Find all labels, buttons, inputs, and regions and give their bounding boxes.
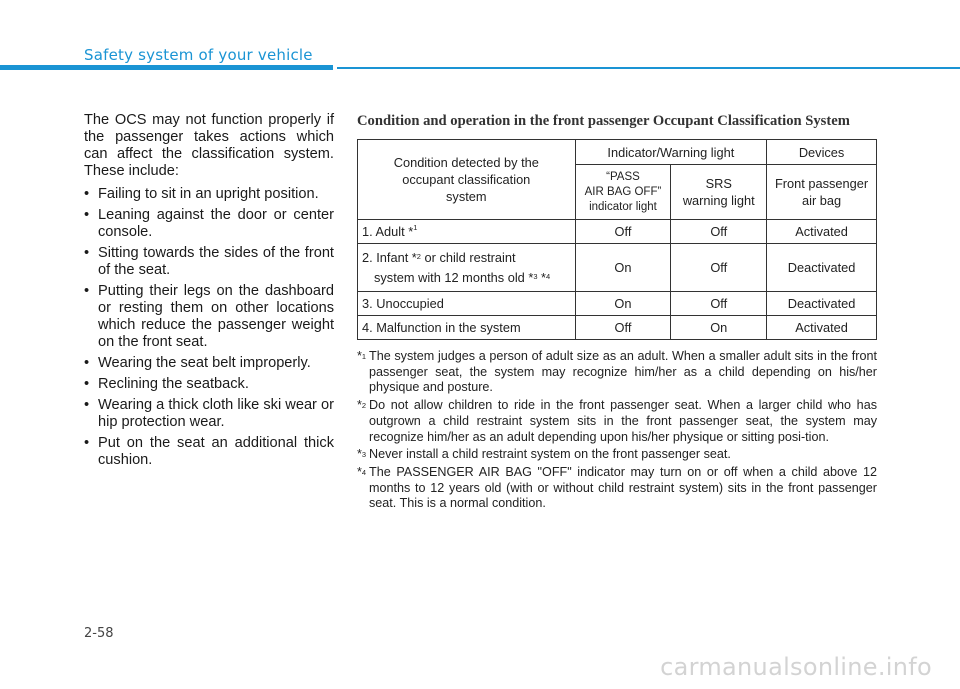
pass-line3: indicator light xyxy=(589,200,657,213)
table-row xyxy=(358,244,877,292)
header-rule-thick xyxy=(0,65,333,70)
front-line2: air bag xyxy=(802,193,842,208)
header-condition: Condition detected by the occupant classification system xyxy=(358,140,576,220)
pass-line2: AIR BAG OFF” xyxy=(584,185,662,198)
row-airbag: Deactivated xyxy=(767,244,877,292)
footnote-mark: *$^2$ xyxy=(357,398,367,413)
list-item: • Putting their legs on the dashboard or resting them on other locations which reduce the passenger weight on the front seat. xyxy=(84,283,334,351)
footnote xyxy=(357,398,877,445)
footnote-mark: *$^4$ xyxy=(357,464,367,479)
header-devices: Devices xyxy=(767,140,877,165)
row-condition: 3. Unoccupied xyxy=(358,292,576,316)
srs-line2: warning light xyxy=(682,193,755,208)
row-airbag: Activated xyxy=(767,220,877,244)
header-srs-light xyxy=(671,165,767,220)
footnote-mark: *$^1$ xyxy=(357,349,367,363)
footnote xyxy=(357,447,877,463)
list-item: • Reclining the seatback. xyxy=(84,376,334,393)
row-pass: On xyxy=(575,244,671,292)
row-srs: Off xyxy=(671,292,767,316)
footnote-text: Never install a child restraint system on the front passenger seat. xyxy=(369,447,731,462)
watermark: carmanualsonline.info xyxy=(660,653,932,681)
footnote xyxy=(357,349,877,396)
intro-paragraph: The OCS may not function properly if the passenger takes actions which can affect the classification system. These include: xyxy=(84,112,334,179)
footnote xyxy=(357,465,877,512)
row-srs: Off xyxy=(671,244,767,292)
front-line1: Front passenger xyxy=(774,176,869,191)
row-pass: Off xyxy=(575,220,671,244)
srs-line1: SRS xyxy=(705,176,732,191)
footnote-text: The PASSENGER AIR BAG "OFF" indicator may turn on or off when a child above 12 months to 12 years old (with or without child restraint system) sits in the front passenger seat. This is a normal condition. xyxy=(369,464,877,511)
table-row xyxy=(358,316,877,340)
table-title: Condition and operation in the front passenger Occupant Classification System xyxy=(357,113,850,129)
footnotes xyxy=(357,349,877,514)
row-srs: Off xyxy=(671,220,767,244)
section-title: Safety system of your vehicle xyxy=(84,46,313,64)
page-number: 2-58 xyxy=(84,626,114,641)
header-front-airbag xyxy=(767,165,877,220)
table-row xyxy=(358,220,877,244)
row-pass: On xyxy=(575,292,671,316)
row-condition: 2. Infant *$^2$ or child restraint system with 12 months old *$^3$ *$^4$ xyxy=(358,244,576,292)
list-item: • Wearing the seat belt improperly. xyxy=(84,355,334,372)
ocs-table xyxy=(357,139,877,340)
list-item: • Wearing a thick cloth like ski wear or hip protection wear. xyxy=(84,397,334,431)
table-header-row xyxy=(358,140,877,165)
row-condition: 1. Adult *$^1$ xyxy=(358,220,576,244)
header-pass-indicator xyxy=(575,165,671,220)
footnote-text: Do not allow children to ride in the front passenger seat. When a larger child who has outgrown a child restraint system sits in the front passenger seat, the system may recognize him/her as an adult depending upon his/her physique or sitting posi-tion. xyxy=(369,398,877,444)
bullet-list xyxy=(84,186,334,469)
row-airbag: Deactivated xyxy=(767,292,877,316)
list-item: • Leaning against the door or center console. xyxy=(84,207,334,241)
row-srs: On xyxy=(671,316,767,340)
header-rule-thin xyxy=(337,67,960,69)
row-condition: 4. Malfunction in the system xyxy=(358,316,576,340)
list-item: • Put on the seat an additional thick cushion. xyxy=(84,435,334,469)
row-pass: Off xyxy=(575,316,671,340)
row-airbag: Activated xyxy=(767,316,877,340)
table-row xyxy=(358,292,877,316)
footnote-text: The system judges a person of adult size as an adult. When a smaller adult sits in the front passenger seat, the system may recognize him/her as a child depending on his/her physique and posture. xyxy=(369,349,877,395)
pass-line1: “PASS xyxy=(606,170,640,183)
list-item: • Failing to sit in an upright position. xyxy=(84,186,334,203)
footnote-mark: *$^3$ xyxy=(357,447,367,462)
left-column xyxy=(84,112,334,473)
list-item: • Sitting towards the sides of the front of the seat. xyxy=(84,245,334,279)
header-indicator-group: Indicator/Warning light xyxy=(575,140,767,165)
